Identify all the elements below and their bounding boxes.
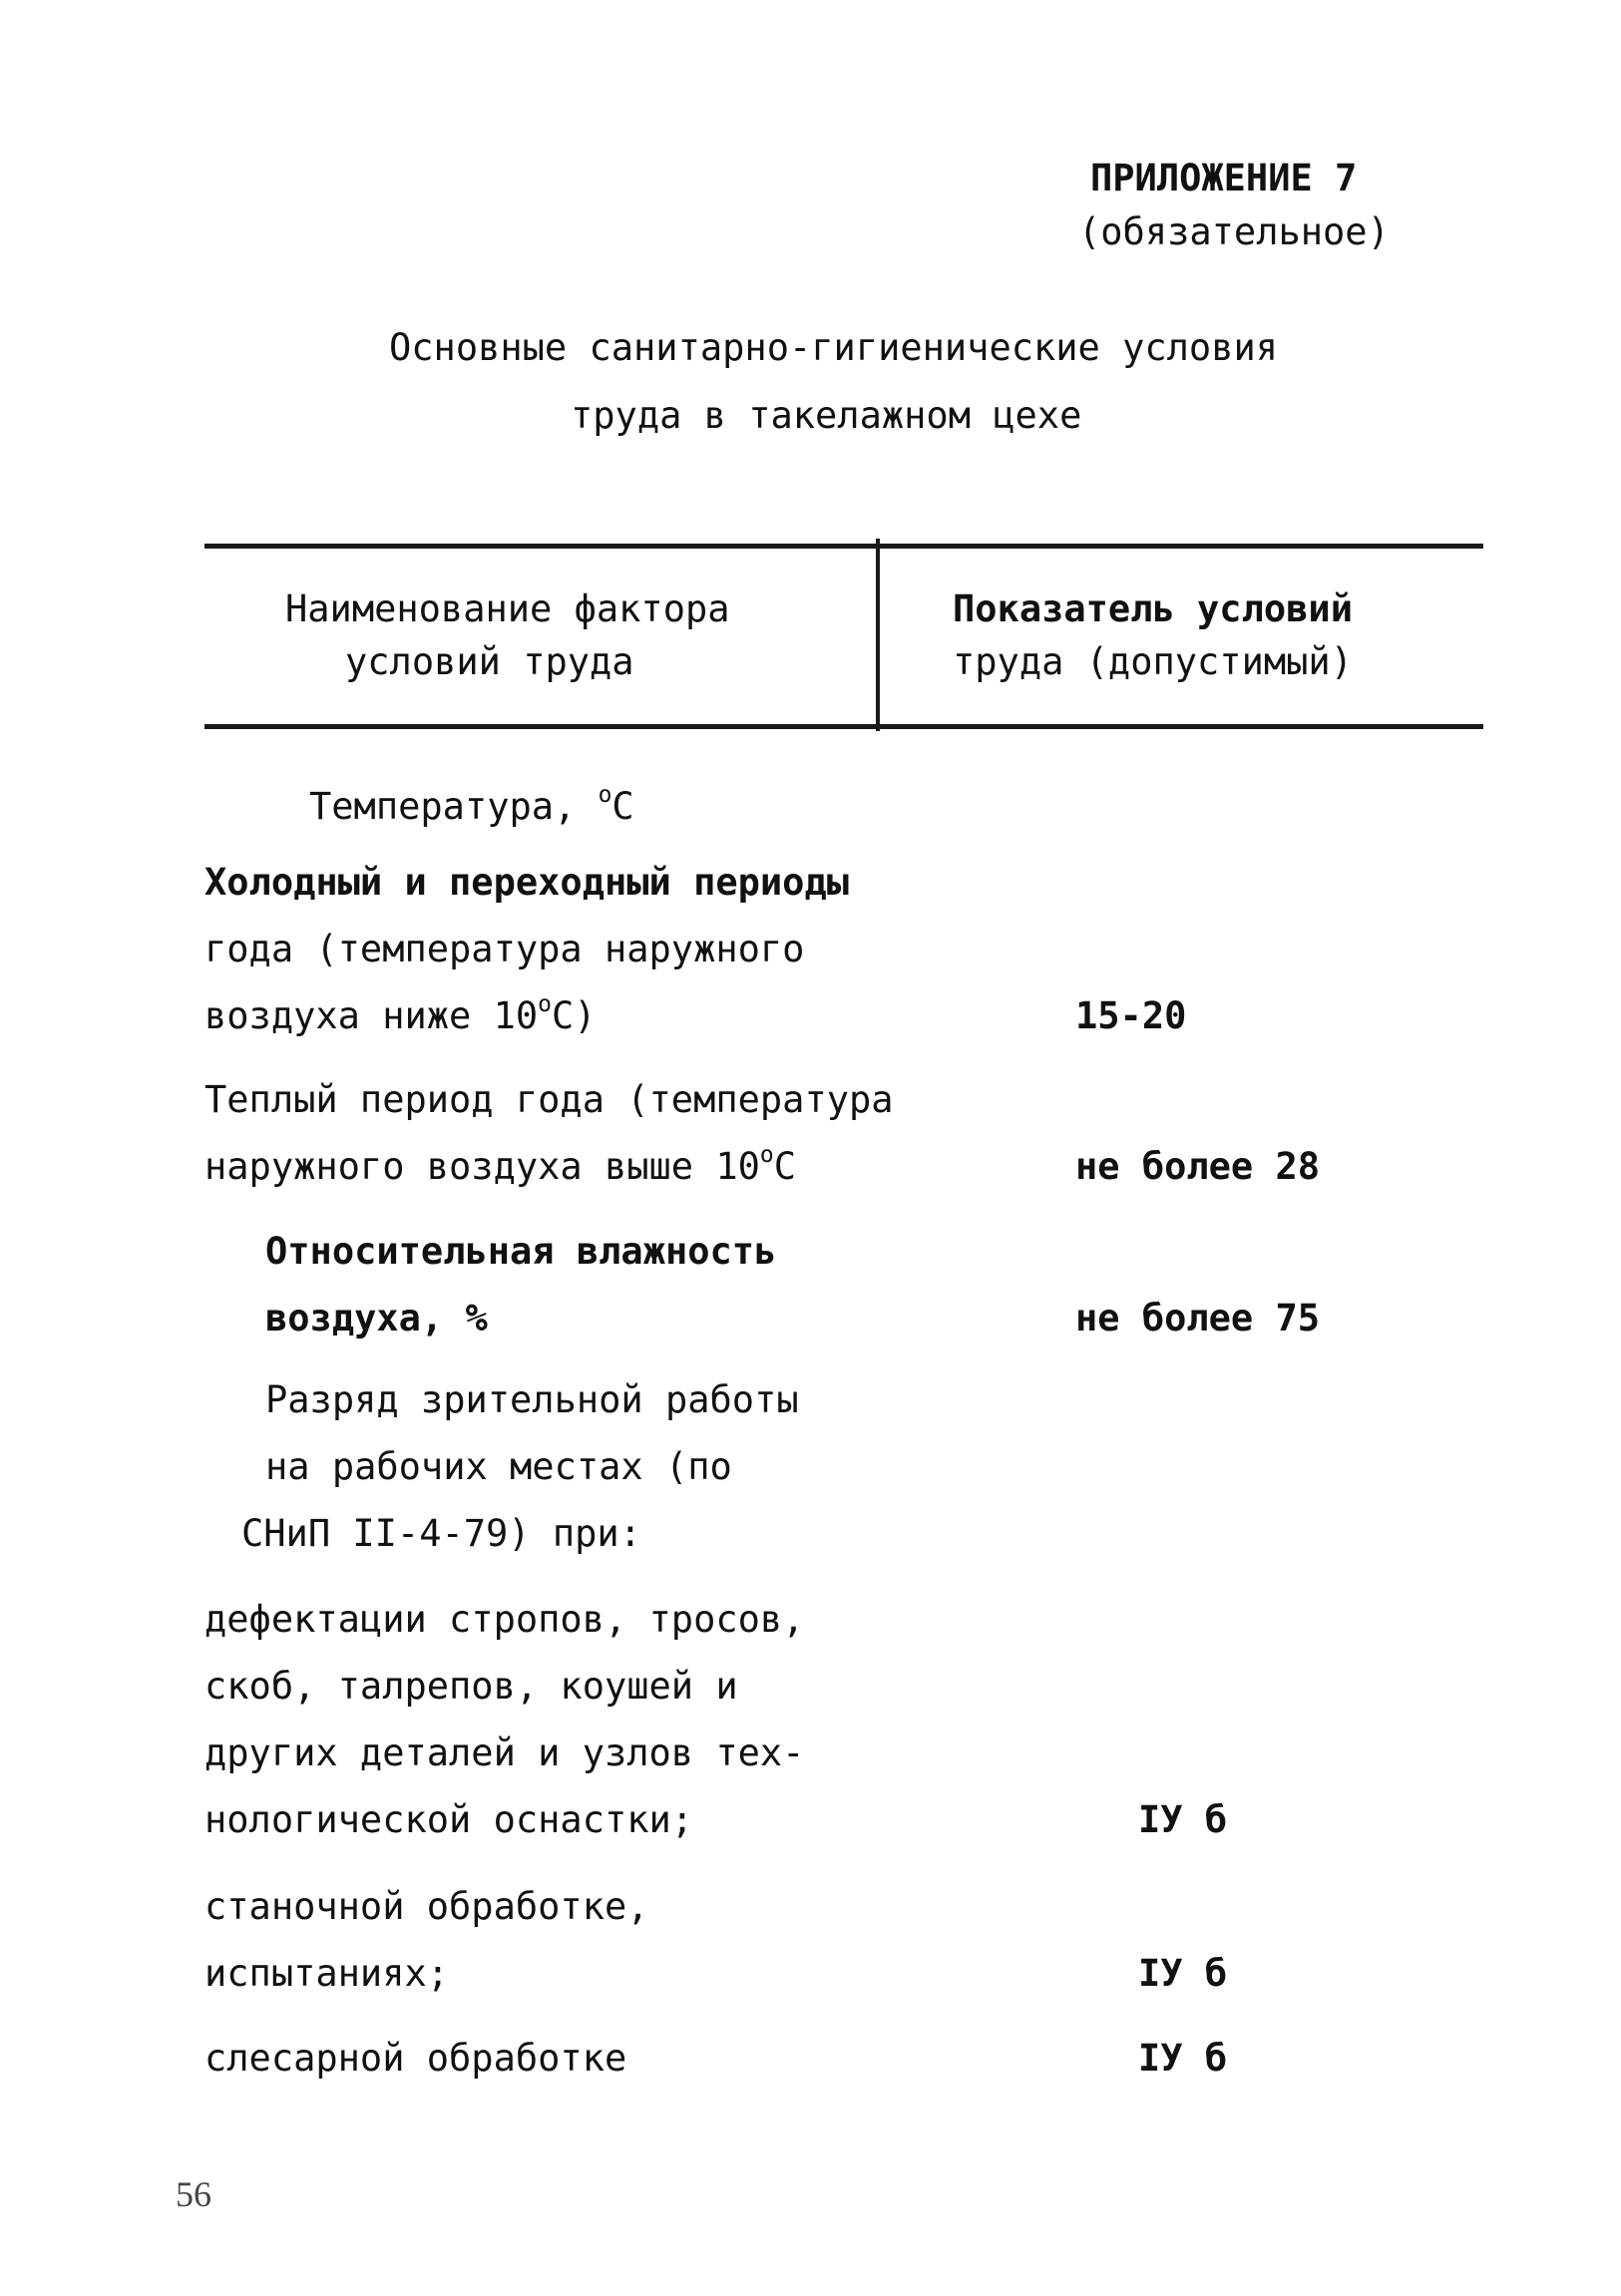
row-defect-inspection-line2: скоб, талрепов, коушей и [204,1665,738,1708]
header-indicator-line1: Показатель условий [953,587,1353,630]
row-warm-period-line1: Теплый период года (температура [204,1078,894,1121]
row-visual-work-line3: СНиП II-4-79) при: [241,1512,641,1555]
table-header-bottom-rule [204,724,1483,729]
row-machining-line1: станочной обработке, [204,1885,649,1928]
document-heading-line1: Основные санитарно-гигиенические условия [389,326,1279,369]
row-cold-period-line1: Холодный и переходный периоды [204,861,850,904]
row-warm-period-value: не более 28 [1075,1145,1321,1188]
appendix-title: ПРИЛОЖЕНИЕ 7 [1090,157,1358,199]
row-defect-inspection-line4: нологической оснастки; [204,1798,694,1841]
row-defect-inspection-line3: других деталей и узлов тех- [204,1731,805,1774]
row-visual-work-line1: Разряд зрительной работы [265,1378,799,1421]
row-defect-inspection-value: IУ б [1138,1798,1228,1841]
table-column-divider [876,539,880,731]
row-temperature-title: Температура, $^o$C [309,781,634,828]
row-warm-period-line2: наружного воздуха выше 10$^o$C [204,1141,796,1188]
row-fitter-work-value: IУ б [1138,2037,1228,2080]
header-factor-line2: условий труда [345,640,634,683]
row-humidity-line2: воздуха, % [265,1297,488,1339]
row-humidity-line1: Относительная влажность [265,1230,777,1273]
page-number: 56 [176,2174,211,2214]
row-humidity-value: не более 75 [1075,1297,1321,1339]
row-visual-work-line2: на рабочих местах (по [265,1445,732,1488]
appendix-note: (обязательное) [1078,210,1390,253]
row-cold-period-line2: года (температура наружного [204,928,805,970]
row-machining-value: IУ б [1138,1952,1228,1995]
header-factor-line1: Наименование фактора [285,587,730,630]
row-machining-line2: испытаниях; [204,1952,450,1995]
header-indicator-line2: труда (допустимый) [953,640,1353,683]
document-heading-line2: труда в такелажном цехе [571,394,1082,437]
table-top-rule [204,544,1483,549]
row-cold-period-line3: воздуха ниже 10$^o$C) [204,990,597,1037]
row-fitter-work-line1: слесарной обработке [204,2037,627,2080]
row-cold-period-value: 15-20 [1075,994,1187,1037]
row-defect-inspection-line1: дефектации стропов, тросов, [204,1598,805,1641]
